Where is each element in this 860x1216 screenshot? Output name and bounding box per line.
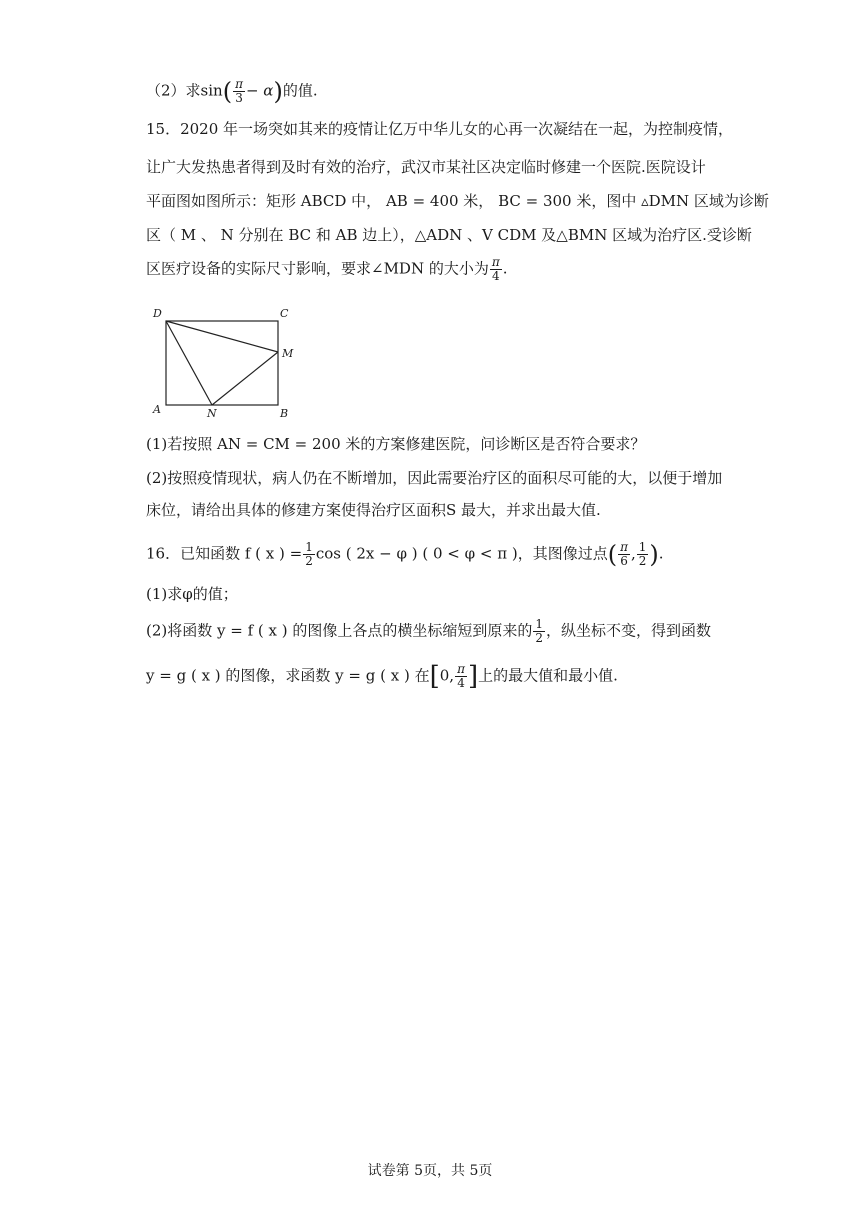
- frac-den: 3: [235, 91, 243, 105]
- label-b: B: [280, 407, 289, 420]
- rect-abcd: [166, 321, 278, 405]
- paren: (: [222, 77, 233, 106]
- frac-den: 6: [620, 554, 628, 568]
- q16-part2b-end: 上的最大值和最小值.: [478, 666, 618, 685]
- q14-tail: − α: [245, 81, 274, 100]
- q16-part2b-pre: y = g ( x ) 的图像，求函数 y = g ( x ) 在: [146, 666, 430, 685]
- fraction: [490, 256, 502, 283]
- comma: ,: [631, 544, 636, 563]
- frac-num: π: [491, 255, 500, 269]
- fraction: [303, 541, 315, 568]
- fraction: [233, 78, 245, 105]
- frac-den: 2: [638, 554, 647, 568]
- q16-part1: (1)求φ的值；: [146, 585, 238, 603]
- q15-line5: [146, 256, 508, 283]
- fraction: [533, 618, 545, 645]
- frac-den: 2: [305, 554, 313, 568]
- segment-dm: [166, 321, 278, 352]
- q15-line2: 让广大发热患者得到及时有效的治疗，武汉市某社区决定临时修建一个医院.医院设计: [146, 158, 706, 176]
- frac-num: π: [457, 662, 465, 676]
- frac-num: π: [620, 540, 628, 554]
- fraction: [637, 541, 649, 568]
- frac-den: 2: [535, 631, 544, 645]
- paren: (: [607, 540, 618, 569]
- frac-num: π: [235, 77, 243, 91]
- q15-part1: (1)若按照 AN = CM = 200 米的方案修建医院，问诊断区是否符合要求？: [146, 435, 646, 453]
- q16-part2-end: ，纵坐标不变，得到函数: [546, 621, 712, 640]
- q15-line5-end: .: [502, 259, 508, 278]
- paren: ): [273, 77, 283, 106]
- q15-line5-text: 区医疗设备的实际尺寸影响，要求∠MDN 的大小为: [146, 259, 489, 278]
- q16-part2b: [146, 663, 618, 690]
- paren: ): [649, 540, 659, 569]
- page-footer: 试卷第 5页，共 5页: [367, 1163, 493, 1179]
- bracket: ]: [467, 661, 479, 692]
- fraction: [455, 663, 467, 690]
- label-a: A: [153, 403, 161, 416]
- frac-den: 4: [457, 676, 465, 690]
- q15-line3: 平面图如图所示：矩形 ABCD 中， AB = 400 米， BC = 300 米，图中 ▵DMN 区域为诊断: [146, 192, 769, 210]
- frac-num: 1: [305, 540, 313, 554]
- q15-part2-line1: (2)按照疫情现状，病人仍在不断增加，因此需要治疗区的面积尽可能的大，以便于增加: [146, 469, 723, 487]
- frac-den: 4: [491, 269, 500, 283]
- rectangle-diagram: [150, 300, 300, 425]
- q16-part2-pre: (2)将函数 y = f ( x ) 的图像上各点的横坐标缩短到原来的: [146, 621, 533, 640]
- q16-end: .: [658, 544, 664, 563]
- label-n: N: [207, 407, 217, 420]
- fraction: [618, 541, 630, 568]
- q14-part2-label: （2）求: [146, 81, 201, 100]
- q16-mid: cos ( 2x − φ ) ( 0 < φ < π )，其图像过点: [315, 544, 608, 563]
- frac-num: 1: [535, 617, 544, 631]
- q16-pre: 16．已知函数 f ( x ) =: [146, 544, 303, 563]
- q15-part2-line2: 床位，请给出具体的修建方案使得治疗区面积S 最大，并求出最大值.: [146, 501, 601, 519]
- q15-line4: 区（ M 、 N 分别在 BC 和 AB 边上），△ADN 、V CDM 及△BMN 区域为治疗区.受诊断: [146, 226, 752, 244]
- segment-mn: [212, 352, 278, 405]
- interval-left: 0,: [439, 666, 455, 685]
- q16-stem: [146, 541, 664, 568]
- q14-part2: [146, 78, 318, 105]
- segment-dn: [166, 321, 212, 405]
- label-c: C: [280, 307, 289, 320]
- q15-line1: 15．2020 年一场突如其来的疫情让亿万中华儿女的心再一次凝结在一起，为控制疫情，: [146, 120, 734, 138]
- label-m: M: [282, 347, 294, 360]
- q16-part2: [146, 618, 711, 645]
- q14-end: 的值.: [282, 81, 318, 100]
- frac-num: 1: [638, 540, 647, 554]
- sin-fn: sin: [200, 81, 223, 100]
- label-d: D: [153, 307, 162, 320]
- bracket: [: [429, 661, 440, 692]
